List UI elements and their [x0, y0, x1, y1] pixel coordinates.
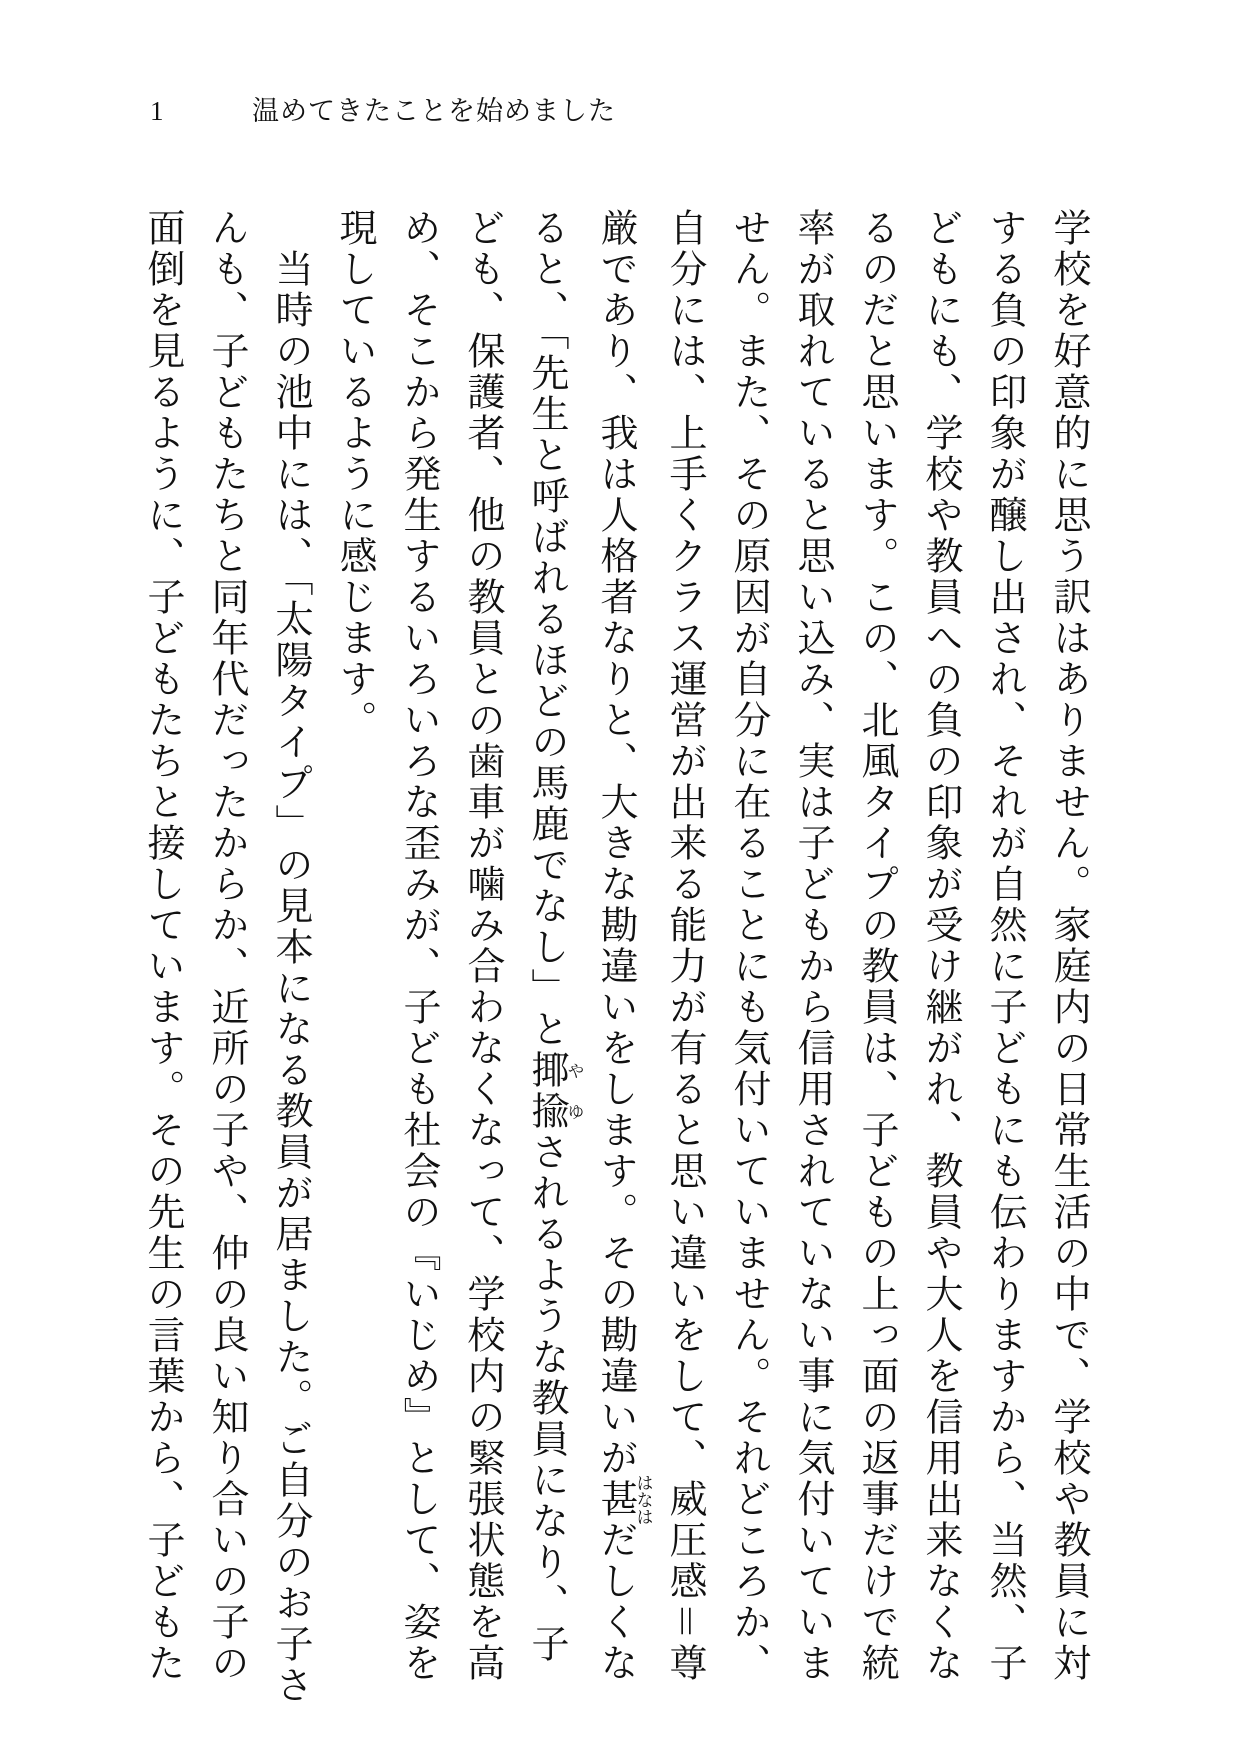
text-column-3: どもにも、学校や教員への負の印象が受け継がれ、教員や大人を信用出来なくな	[919, 208, 961, 1684]
text-column-11: め、そこから発生するいろいろな歪みが、子ども社会の『いじめ』として、姿を	[397, 208, 439, 1684]
text-column-12: 現しているように感じます。	[333, 208, 375, 741]
text-column-2: する負の印象が醸し出され、それが自然に子どもにも伝わりますから、当然、子	[983, 208, 1025, 1684]
text-column-4: るのだと思います。この、北風タイプの教員は、子どもの上っ面の返事だけで統	[855, 208, 897, 1684]
text-column-14: んも、子どもたちと同年代だったからか、近所の子や、仲の良い知り合いの子の	[205, 208, 247, 1684]
text-column-5: 率が取れていると思い込み、実は子どもから信用されていない事に気付いていま	[791, 208, 833, 1684]
text-column-1: 学校を好意的に思う訳はありません。家庭内の日常生活の中で、学校や教員に対	[1047, 208, 1089, 1684]
text-column-8: 厳であり、我は人格者なりと、大きな勘違いをします。その勘違いが甚はなはだしくな	[594, 208, 653, 1684]
text-column-10: ども、保護者、他の教員との歯車が噛み合わなくなって、学校内の緊張状態を高	[461, 208, 503, 1684]
ruby-annotated-word: 揶揄やゆ	[525, 1050, 584, 1132]
ruby-annotated-word: 甚はなは	[594, 1474, 653, 1525]
text-column-15: 面倒を見るように、子どもたちと接しています。その先生の言葉から、子どもた	[141, 208, 183, 1684]
text-column-7: 自分には、上手くクラス運営が出来る能力が有ると思い違いをして、威圧感＝尊	[663, 208, 705, 1685]
text-column-6: せん。また、その原因が自分に在ることにも気付いていません。それどころか、	[727, 208, 769, 1684]
running-title: 温めてきたことを始めました	[252, 96, 616, 126]
text-column-9: ると、「先生と呼ばれるほどの馬鹿でなし」と揶揄やゆされるような教員になり、子	[525, 208, 584, 1665]
text-column-13: 当時の池中には、「太陽タイプ」の見本になる教員が居ました。ご自分のお子さ	[269, 208, 311, 1706]
page-number: 1	[150, 96, 164, 126]
vertical-text-block	[130, 208, 1100, 1738]
